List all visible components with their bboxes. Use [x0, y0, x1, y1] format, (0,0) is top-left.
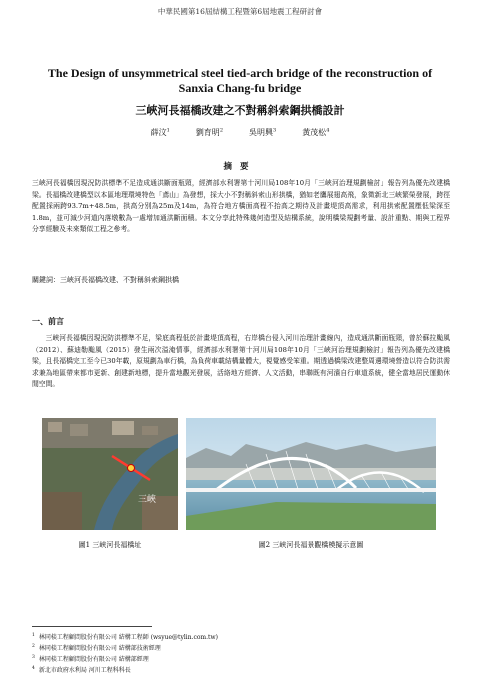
figure-2-bridge-render — [186, 418, 436, 530]
keywords-line — [32, 275, 450, 285]
figure-1-aerial-photo — [42, 418, 178, 530]
abstract-text: 三峽河長福橋因現況防洪標準不足造成通洪斷面瓶頸，經濟部水利署第十河川局108年10月「三峽河治理規劃檢討」報告列為優先改建橋梁。長福橋改建橋型以本區地理環境特色「鳶山」為發想，採大小不對稱斜索山形拱橋，猶如老鷹展翅高飛，象徵新北三峽繁榮發展，跨徑配置採兩跨93.7m+48.5m，拱高分別為25m及14m，為符合地方橋面高程不抬高之期待及計畫堤頂高需求，利用拱索配置壓低梁深至1.8m，並可減少河道內落墩數為一處增加通洪斷面積。本文分享此特殊幾何造型及結構系統，說明橋梁規劃考量、設計重點、期與工程界分享經驗及未來類似工程之參考。 — [32, 179, 450, 233]
figure-1-label: 三峽 — [138, 495, 157, 505]
author: 劉育明$^2$ — [195, 127, 223, 137]
footnote: $^3$ 林同棪工程顧問股份有限公司 結構部經理 — [32, 655, 149, 663]
keywords-text: 三峽河長福橋改建、不對稱斜索鋼拱橋 — [60, 276, 179, 284]
footnote-divider — [32, 626, 152, 627]
author: 吳明興$^3$ — [249, 127, 277, 137]
english-title: The Design of unsymmetrical steel tied-arch bridge of the reconstruction of Sanxia Chang-fu bridge — [47, 66, 433, 95]
author: 黃茂松$^4$ — [302, 127, 330, 137]
author-list — [0, 127, 480, 138]
figure-1-caption: 圖1 三峽河長福橋址 — [78, 541, 142, 549]
chinese-title: 三峽河長福橋改建之不對稱斜索鋼拱橋設計 — [135, 104, 345, 117]
figure-2-caption: 圖2 三峽河長福景觀橋模擬示意圖 — [258, 541, 364, 549]
footnote: $^4$ 新北市政府水利局 河川工程科科長 — [32, 666, 131, 674]
section-text: 三峽河長福橋因現況防洪標準不足，梁底高程低於計畫堤頂高程，右岸橋台侵入河川治理計畫線內，造成通洪斷面瓶頸，曾於蘇拉颱風（2012）、蘇迪勒颱風（2015）發生兩次溢淹情事，經濟部水利署第十河川局108年10月「三峽河治理規劃檢討」報告列為優先改建橋梁，且長福橋完工至今已30年載，原規劃為車行橋，為負荷車載結構量體大，視覺感受笨重。期透過橋梁改建整周邊環境營造以符合防洪需求兼為地區帶來都市更新、創建新地標，提升當地觀光發展，活絡地方經濟、人文活動，串聯既有河濱自行車道系統，健全當地居民運動休閒空間。 — [32, 334, 450, 388]
abstract-heading: 摘要 — [223, 162, 257, 172]
author: 薛汶$^1$ — [150, 127, 170, 137]
conference-header: 中華民國第16屆結構工程暨第6屆地震工程研討會 — [157, 7, 323, 16]
footnote: $^1$ 林同棪工程顧問股份有限公司 結構工程師 (wsyue@tylin.com.tw) — [32, 633, 218, 641]
section-heading: 一、前言 — [32, 316, 64, 326]
footnote: $^2$ 林同棪工程顧問股份有限公司 結構部技術經理 — [32, 644, 161, 652]
keywords-label: 關鍵詞： — [32, 276, 60, 284]
